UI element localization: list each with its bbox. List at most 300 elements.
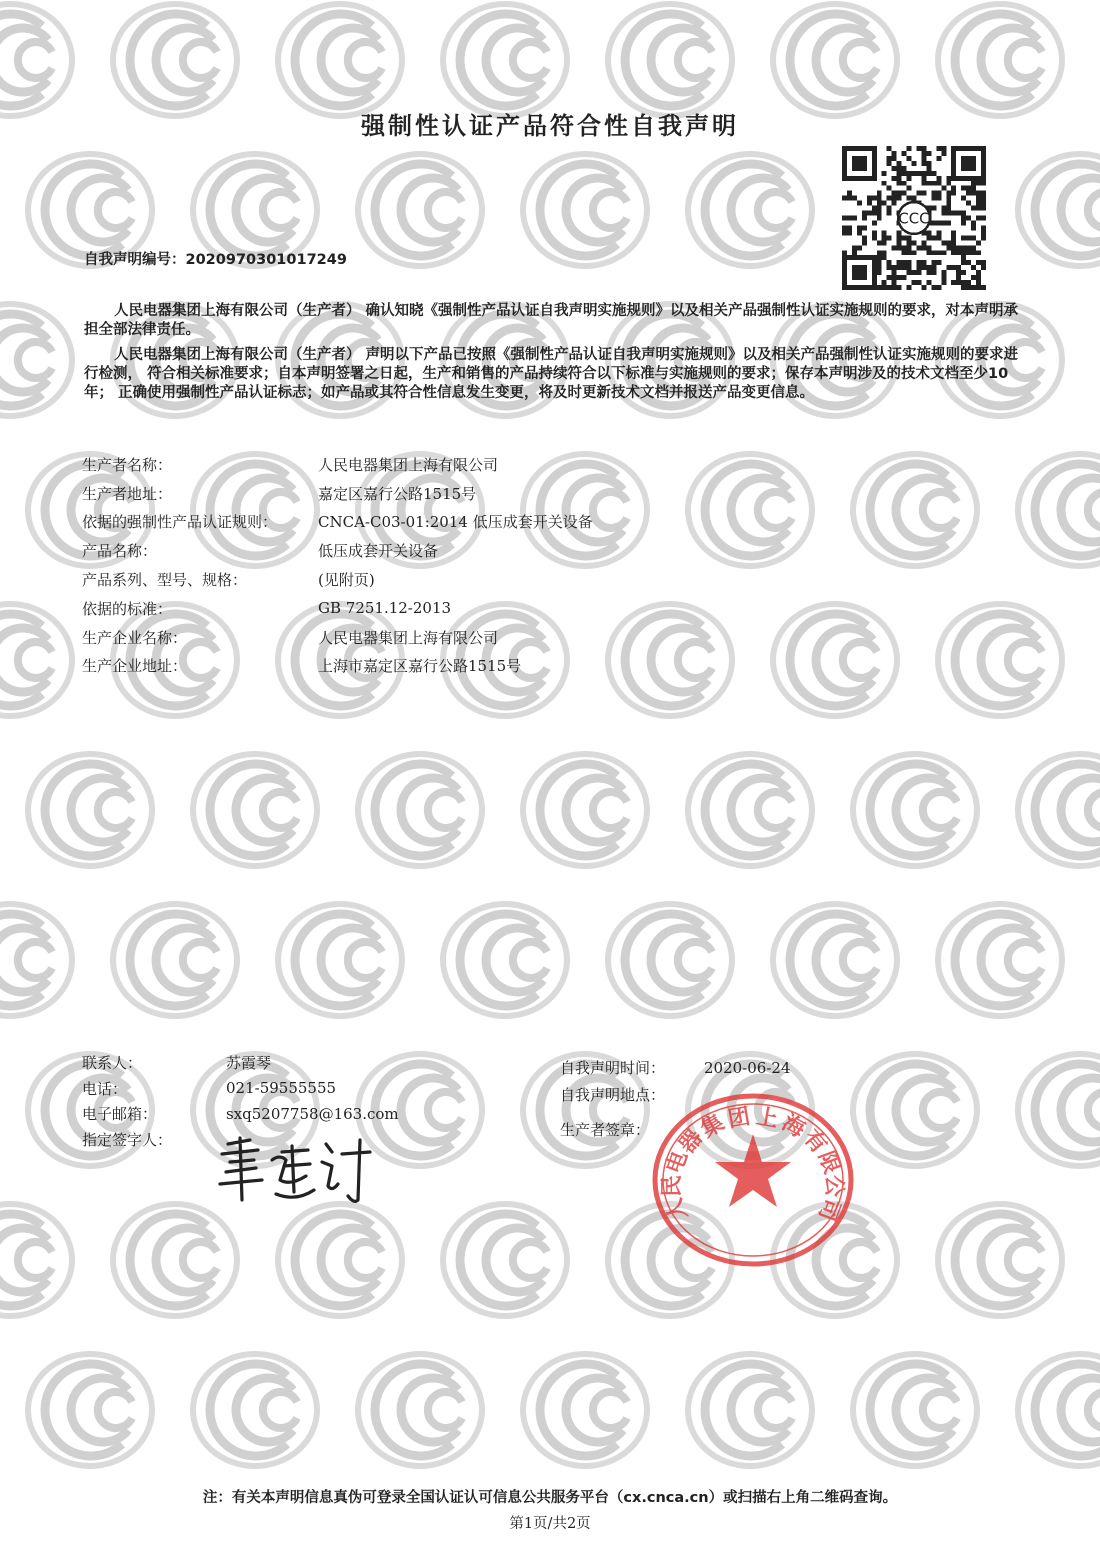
qr-module bbox=[872, 176, 877, 181]
qr-module bbox=[847, 191, 852, 196]
qr-module bbox=[877, 285, 882, 290]
qr-module bbox=[966, 156, 971, 161]
qr-module bbox=[852, 275, 857, 280]
qr-module bbox=[882, 171, 887, 176]
qr-module bbox=[956, 265, 961, 270]
qr-module bbox=[976, 146, 981, 151]
qr-module bbox=[951, 151, 956, 156]
qr-module bbox=[852, 285, 857, 290]
seal-character: 海 bbox=[777, 1109, 810, 1143]
ccc-watermark-mark bbox=[113, 904, 237, 1016]
qr-module bbox=[981, 235, 986, 240]
qr-module bbox=[882, 230, 887, 235]
qr-module bbox=[862, 270, 867, 275]
qr-module bbox=[941, 211, 946, 216]
qr-module bbox=[931, 270, 936, 275]
qr-module bbox=[907, 265, 912, 270]
qr-module bbox=[961, 250, 966, 255]
qr-module bbox=[936, 176, 941, 181]
field-value: 嘉定区嘉行公路1515号 bbox=[318, 484, 477, 503]
qr-module bbox=[921, 156, 926, 161]
qr-module bbox=[842, 196, 847, 201]
qr-module bbox=[946, 206, 951, 211]
qr-module bbox=[852, 265, 857, 270]
qr-module bbox=[941, 151, 946, 156]
qr-module bbox=[951, 176, 956, 181]
qr-module bbox=[882, 201, 887, 206]
qr-module bbox=[892, 265, 897, 270]
qr-module bbox=[951, 245, 956, 250]
qr-module bbox=[946, 201, 951, 206]
qr-module bbox=[892, 196, 897, 201]
qr-module bbox=[847, 285, 852, 290]
qr-module bbox=[867, 285, 872, 290]
qr-module bbox=[882, 280, 887, 285]
qr-module bbox=[872, 260, 877, 265]
ccc-watermark-mark bbox=[1018, 1054, 1100, 1166]
qr-module bbox=[887, 161, 892, 166]
qr-module bbox=[936, 156, 941, 161]
contact-email[interactable]: sxq5207758@163.com bbox=[226, 1104, 399, 1123]
qr-module bbox=[912, 171, 917, 176]
qr-module bbox=[936, 191, 941, 196]
qr-module bbox=[892, 166, 897, 171]
qr-module bbox=[951, 265, 956, 270]
qr-module bbox=[926, 166, 931, 171]
qr-module bbox=[892, 270, 897, 275]
qr-module bbox=[971, 250, 976, 255]
qr-module bbox=[916, 270, 921, 275]
declaration-info-label: 自我声明时间： bbox=[560, 1059, 666, 1077]
qr-module bbox=[941, 146, 946, 151]
qr-module bbox=[926, 280, 931, 285]
qr-module bbox=[842, 146, 847, 151]
qr-module bbox=[887, 265, 892, 270]
qr-module bbox=[961, 161, 966, 166]
qr-module bbox=[976, 275, 981, 280]
qr-module bbox=[912, 196, 917, 201]
qr-module bbox=[921, 151, 926, 156]
qr-module bbox=[857, 225, 862, 230]
qr-module bbox=[931, 250, 936, 255]
qr-module bbox=[862, 211, 867, 216]
qr-module bbox=[892, 275, 897, 280]
qr-module bbox=[872, 255, 877, 260]
field-row bbox=[82, 479, 593, 508]
qr-module bbox=[921, 245, 926, 250]
qr-module bbox=[847, 176, 852, 181]
qr-module bbox=[921, 240, 926, 245]
qr-module bbox=[847, 216, 852, 221]
qr-module bbox=[966, 176, 971, 181]
qr-module bbox=[852, 196, 857, 201]
seal-character: 限 bbox=[813, 1147, 846, 1178]
qr-module bbox=[862, 240, 867, 245]
qr-module bbox=[852, 161, 857, 166]
ccc-watermark-mark bbox=[523, 1354, 647, 1466]
ccc-watermark-mark bbox=[853, 1354, 977, 1466]
qr-module bbox=[921, 191, 926, 196]
qr-module bbox=[852, 146, 857, 151]
qr-module bbox=[897, 275, 902, 280]
qr-module bbox=[897, 191, 902, 196]
qr-module bbox=[897, 245, 902, 250]
qr-module bbox=[936, 260, 941, 265]
qr-module bbox=[842, 265, 847, 270]
ccc-watermark-mark bbox=[608, 4, 732, 116]
qr-module bbox=[897, 166, 902, 171]
seal-character: 人 bbox=[660, 1194, 693, 1225]
qr-module bbox=[936, 230, 941, 235]
qr-module bbox=[857, 265, 862, 270]
qr-module bbox=[877, 255, 882, 260]
qr-module bbox=[857, 275, 862, 280]
qr-module bbox=[926, 181, 931, 186]
qr-module bbox=[931, 285, 936, 290]
qr-module bbox=[971, 285, 976, 290]
qr-module bbox=[892, 280, 897, 285]
seal-character: 器 bbox=[673, 1124, 708, 1159]
qr-code[interactable] bbox=[842, 146, 986, 290]
qr-module bbox=[907, 146, 912, 151]
qr-module bbox=[946, 181, 951, 186]
qr-module bbox=[897, 161, 902, 166]
qr-module bbox=[862, 176, 867, 181]
qr-module bbox=[921, 171, 926, 176]
ccc-watermark-mark bbox=[0, 304, 72, 416]
qr-module bbox=[847, 255, 852, 260]
qr-module bbox=[907, 156, 912, 161]
qr-module bbox=[926, 230, 931, 235]
qr-module bbox=[951, 156, 956, 161]
qr-module bbox=[907, 196, 912, 201]
qr-module bbox=[877, 240, 882, 245]
qr-module bbox=[907, 270, 912, 275]
handwritten-signature bbox=[210, 1130, 380, 1210]
qr-module bbox=[847, 146, 852, 151]
qr-module bbox=[961, 270, 966, 275]
qr-module bbox=[862, 156, 867, 161]
contact-value: 苏霞琴 bbox=[226, 1054, 272, 1073]
qr-module bbox=[862, 216, 867, 221]
qr-module bbox=[882, 235, 887, 240]
qr-module bbox=[882, 181, 887, 186]
qr-module bbox=[887, 285, 892, 290]
qr-module bbox=[887, 235, 892, 240]
ccc-watermark-mark bbox=[358, 1354, 482, 1466]
qr-module bbox=[976, 196, 981, 201]
field-label: 依据的标准： bbox=[82, 599, 173, 618]
qr-module bbox=[976, 216, 981, 221]
ccc-watermark-mark bbox=[853, 454, 977, 566]
qr-module bbox=[936, 250, 941, 255]
qr-module bbox=[981, 181, 986, 186]
ccc-watermark-mark bbox=[443, 4, 567, 116]
qr-module bbox=[971, 225, 976, 230]
qr-module bbox=[852, 245, 857, 250]
qr-module bbox=[902, 191, 907, 196]
ccc-watermark-mark bbox=[1018, 454, 1100, 566]
declaration-info-label: 自我声明地点： bbox=[560, 1086, 666, 1104]
ccc-watermark-mark bbox=[28, 754, 152, 866]
qr-module bbox=[872, 156, 877, 161]
qr-module bbox=[902, 181, 907, 186]
qr-module bbox=[882, 255, 887, 260]
qr-module bbox=[847, 230, 852, 235]
qr-module bbox=[842, 260, 847, 265]
qr-module bbox=[877, 191, 882, 196]
qr-module bbox=[887, 186, 892, 191]
qr-module bbox=[981, 156, 986, 161]
qr-module bbox=[956, 176, 961, 181]
qr-module bbox=[842, 270, 847, 275]
qr-module bbox=[842, 156, 847, 161]
qr-module bbox=[981, 216, 986, 221]
ccc-watermark-mark bbox=[773, 4, 897, 116]
qr-module bbox=[961, 255, 966, 260]
field-value: 上海市嘉定区嘉行公路1515号 bbox=[318, 657, 522, 676]
page-number: 第1页/共2页 bbox=[509, 1516, 591, 1532]
qr-module bbox=[966, 216, 971, 221]
qr-module bbox=[956, 250, 961, 255]
field-row bbox=[82, 623, 593, 652]
qr-module bbox=[956, 211, 961, 216]
field-row bbox=[82, 508, 593, 537]
qr-module bbox=[882, 250, 887, 255]
ccc-watermark-mark bbox=[443, 904, 567, 1016]
qr-module bbox=[877, 211, 882, 216]
field-value: 人民电器集团上海有限公司 bbox=[318, 628, 499, 647]
qr-module bbox=[862, 166, 867, 171]
qr-module bbox=[887, 260, 892, 265]
qr-module bbox=[872, 220, 877, 225]
qr-module bbox=[981, 201, 986, 206]
qr-module bbox=[852, 255, 857, 260]
qr-module bbox=[971, 166, 976, 171]
qr-module bbox=[976, 181, 981, 186]
qr-module bbox=[971, 191, 976, 196]
ccc-watermark-mark bbox=[278, 904, 402, 1016]
qr-module bbox=[877, 196, 882, 201]
field-row bbox=[82, 594, 593, 623]
qr-module bbox=[971, 161, 976, 166]
ccc-watermark-mark bbox=[0, 4, 72, 116]
qr-module bbox=[946, 240, 951, 245]
qr-module bbox=[931, 191, 936, 196]
ccc-watermark-mark bbox=[358, 754, 482, 866]
qr-module bbox=[852, 176, 857, 181]
qr-module bbox=[946, 196, 951, 201]
qr-module bbox=[847, 196, 852, 201]
qr-module bbox=[887, 211, 892, 216]
field-value: 人民电器集团上海有限公司 bbox=[318, 455, 499, 474]
qr-module bbox=[862, 285, 867, 290]
qr-module bbox=[946, 211, 951, 216]
qr-module bbox=[971, 235, 976, 240]
seal-character: 团 bbox=[725, 1103, 753, 1133]
qr-module bbox=[842, 285, 847, 290]
qr-module bbox=[966, 285, 971, 290]
qr-module bbox=[877, 206, 882, 211]
ccc-watermark-mark bbox=[193, 754, 317, 866]
qr-module bbox=[946, 265, 951, 270]
seal-character: 公 bbox=[821, 1174, 847, 1198]
qr-module bbox=[981, 191, 986, 196]
qr-module bbox=[941, 220, 946, 225]
qr-module bbox=[971, 220, 976, 225]
qr-module bbox=[872, 161, 877, 166]
qr-module bbox=[867, 255, 872, 260]
qr-module bbox=[931, 235, 936, 240]
qr-module bbox=[912, 161, 917, 166]
ccc-watermark-mark bbox=[773, 604, 897, 716]
qr-module bbox=[907, 171, 912, 176]
qr-module bbox=[867, 196, 872, 201]
qr-module bbox=[842, 280, 847, 285]
qr-module bbox=[902, 250, 907, 255]
svg-text:CCC: CCC bbox=[898, 209, 930, 228]
ccc-watermark-mark bbox=[608, 904, 732, 1016]
ccc-watermark-mark bbox=[113, 1204, 237, 1316]
qr-module bbox=[946, 191, 951, 196]
qr-module bbox=[897, 260, 902, 265]
qr-module bbox=[961, 146, 966, 151]
qr-module bbox=[956, 245, 961, 250]
qr-module bbox=[981, 285, 986, 290]
qr-module bbox=[941, 186, 946, 191]
qr-module bbox=[912, 240, 917, 245]
qr-module bbox=[941, 250, 946, 255]
qr-module bbox=[897, 171, 902, 176]
contact-label: 联系人： bbox=[82, 1054, 143, 1073]
field-row bbox=[82, 565, 593, 594]
qr-module bbox=[971, 156, 976, 161]
qr-module bbox=[872, 235, 877, 240]
qr-module bbox=[926, 245, 931, 250]
field-row bbox=[82, 652, 593, 681]
qr-module bbox=[842, 250, 847, 255]
qr-module bbox=[946, 245, 951, 250]
qr-module bbox=[976, 270, 981, 275]
contact-row bbox=[82, 1101, 399, 1127]
field-row bbox=[82, 450, 593, 479]
qr-module bbox=[961, 211, 966, 216]
qr-module bbox=[966, 161, 971, 166]
qr-module bbox=[916, 280, 921, 285]
qr-module bbox=[872, 151, 877, 156]
qr-module bbox=[897, 196, 902, 201]
qr-module bbox=[946, 176, 951, 181]
qr-module bbox=[842, 216, 847, 221]
ccc-watermark-mark bbox=[1018, 1354, 1100, 1466]
qr-module bbox=[951, 230, 956, 235]
qr-module bbox=[961, 156, 966, 161]
qr-module bbox=[961, 245, 966, 250]
qr-module bbox=[981, 176, 986, 181]
qr-module bbox=[926, 161, 931, 166]
qr-module bbox=[956, 280, 961, 285]
qr-module bbox=[981, 265, 986, 270]
qr-module bbox=[892, 151, 897, 156]
qr-module bbox=[852, 166, 857, 171]
qr-module bbox=[926, 250, 931, 255]
qr-module bbox=[961, 260, 966, 265]
qr-module bbox=[951, 146, 956, 151]
qr-module bbox=[921, 176, 926, 181]
ccc-watermark-mark bbox=[523, 154, 647, 266]
field-value: 低压成套开关设备 bbox=[318, 542, 439, 561]
qr-module bbox=[892, 201, 897, 206]
seal-character: 司 bbox=[813, 1194, 846, 1225]
qr-module bbox=[981, 196, 986, 201]
qr-module bbox=[961, 186, 966, 191]
qr-module bbox=[857, 230, 862, 235]
ccc-watermark-mark bbox=[688, 154, 812, 266]
qr-module bbox=[981, 161, 986, 166]
qr-module bbox=[981, 151, 986, 156]
qr-module bbox=[981, 230, 986, 235]
qr-module bbox=[907, 260, 912, 265]
qr-module bbox=[936, 196, 941, 201]
qr-module bbox=[956, 146, 961, 151]
qr-module bbox=[857, 166, 862, 171]
qr-module bbox=[921, 265, 926, 270]
field-value: CNCA-C03-01:2014 低压成套开关设备 bbox=[318, 513, 593, 532]
ccc-watermark-mark bbox=[688, 454, 812, 566]
qr-module bbox=[916, 171, 921, 176]
declaration-info-value: 2020-06-24 bbox=[704, 1058, 791, 1077]
qr-module bbox=[897, 240, 902, 245]
qr-module bbox=[867, 201, 872, 206]
declaration-paragraph-1: 人民电器集团上海有限公司（生产者） 确认知晓《强制性产品认证自我声明实施规则》以及相关产品强制性认证实施规则的要求，对本声明承担全部法律责任。 bbox=[84, 303, 1019, 338]
qr-module bbox=[916, 146, 921, 151]
ccc-watermark-mark bbox=[938, 604, 1062, 716]
qr-module bbox=[976, 260, 981, 265]
qr-module bbox=[981, 146, 986, 151]
contact-label: 电话： bbox=[82, 1079, 128, 1098]
field-value: (见附页) bbox=[318, 571, 375, 590]
qr-module bbox=[857, 285, 862, 290]
seal-character: 有 bbox=[798, 1124, 833, 1159]
qr-module bbox=[907, 176, 912, 181]
field-label: 生产者名称： bbox=[82, 455, 173, 474]
qr-module bbox=[961, 280, 966, 285]
qr-module bbox=[897, 181, 902, 186]
qr-module bbox=[976, 285, 981, 290]
qr-module bbox=[936, 146, 941, 151]
company-seal-stamp bbox=[648, 1090, 858, 1270]
qr-module bbox=[966, 201, 971, 206]
qr-module bbox=[857, 270, 862, 275]
qr-module bbox=[921, 285, 926, 290]
qr-module bbox=[912, 250, 917, 255]
qr-module bbox=[867, 211, 872, 216]
qr-module bbox=[902, 166, 907, 171]
qr-module bbox=[867, 146, 872, 151]
field-label: 产品系列、型号、规格： bbox=[82, 571, 248, 590]
ccc-watermark-mark bbox=[853, 754, 977, 866]
declaration-info-label: 生产者签章： bbox=[560, 1121, 651, 1139]
qr-module bbox=[892, 156, 897, 161]
qr-module bbox=[872, 275, 877, 280]
declaration-number-label: 自我声明编号： bbox=[84, 252, 186, 268]
qr-module bbox=[926, 235, 931, 240]
qr-module bbox=[907, 240, 912, 245]
qr-module bbox=[907, 186, 912, 191]
qr-module bbox=[887, 196, 892, 201]
qr-module bbox=[882, 240, 887, 245]
qr-module bbox=[976, 191, 981, 196]
